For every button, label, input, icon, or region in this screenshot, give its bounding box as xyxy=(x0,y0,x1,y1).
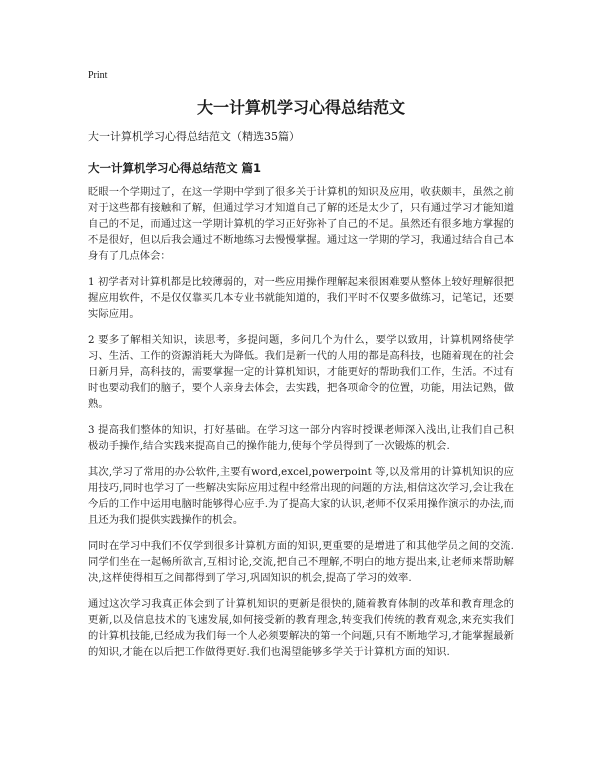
document-subtitle: 大一计算机学习心得总结范文（精选35篇） xyxy=(88,130,300,143)
document-page xyxy=(88,70,514,670)
paragraph-office-software: 其次,学习了常用的办公软件,主要有word,excel,powerpoint 等,以及常用的计算机知识的应用技巧,同时也学习了一些解决实际应用过程中经常出现的问题的方法,相信这次学习,会让我在今后的工作中运用电脑时能够得心应手.为了提高大家的认识,老师不仅采用操作演示的办法,而且还为我们提供实践操作的机会。 xyxy=(88,466,514,526)
paragraph-intro: 眨眼一个学期过了，在这一学期中学到了很多关于计算机的知识及应用，收获颇丰，虽然之前对于这些都有接触和了解，但通过学习才知道自己了解的还是太少了，只有通过学习才能知道自己的不足，而通过这一学期计算机的学习正好弥补了自己的不足。虽然还有很多地方掌握的不是很好，但以后我会通过不断地练习去慢慢掌握。通过这一学期的学习，我通过结合自己本身有了几点体会： xyxy=(88,186,514,262)
paragraph-point-1: 1 初学者对计算机都是比较薄弱的，对一些应用操作理解起来很困难要从整体上较好理解很把握应用软件，不是仅仅靠买几本专业书就能知道的，我们平时不仅要多做练习，记笔记，还要实际应用。 xyxy=(88,276,514,320)
paragraph-point-3: 3 提高我们整体的知识，打好基础。在学习这一部分内容时授课老师深入浅出,让我们自己积极动手操作,结合实践来提高自己的操作能力,使每个学员得到了一次锻炼的机会. xyxy=(88,424,514,452)
paragraph-conclusion: 通过这次学习我真正体会到了计算机知识的更新是很快的,随着教育体制的改革和教育理念的更新,以及信息技术的飞速发展,如何接受新的教育理念,转变我们传统的教育观念,来充实我们的计算机技能,已经成为我们每一个人必须要解决的第一个问题,只有不断地学习,才能掌握最新的知识,才能在以后把工作做得更好.我们也渴望能够多学关于计算机方面的知识. xyxy=(88,598,514,658)
section-heading: 大一计算机学习心得总结范文 篇1 xyxy=(88,161,262,175)
paragraph-point-2: 2 要多了解相关知识，读思考，多提问题，多问几个为什么，要学以致用，计算机网络使学习、生活、工作的资源消耗大为降低。我们是新一代的人用的都是高科技，也随着现在的社会日新月异，高科技的，需要掌握一定的计算机知识，才能更好的帮助我们工作，生活。不过有时也要动我们的脑子，要个人亲身去体会，去实践，把各项命令的位置，功能，用法记熟，做熟。 xyxy=(88,334,514,410)
print-label: Print xyxy=(88,70,108,81)
paragraph-communication: 同时在学习中我们不仅学到很多计算机方面的知识,更重要的是增进了和其他学员之间的交流.同学们坐在一起畅所欲言,互相讨论,交流,把自己不理解,不明白的地方提出来,让老师来帮助解决,这样使得相互之间都得到了学习,巩固知识的机会,提高了学习的效率. xyxy=(88,540,514,584)
document-title: 大一计算机学习心得总结范文 xyxy=(196,98,405,117)
